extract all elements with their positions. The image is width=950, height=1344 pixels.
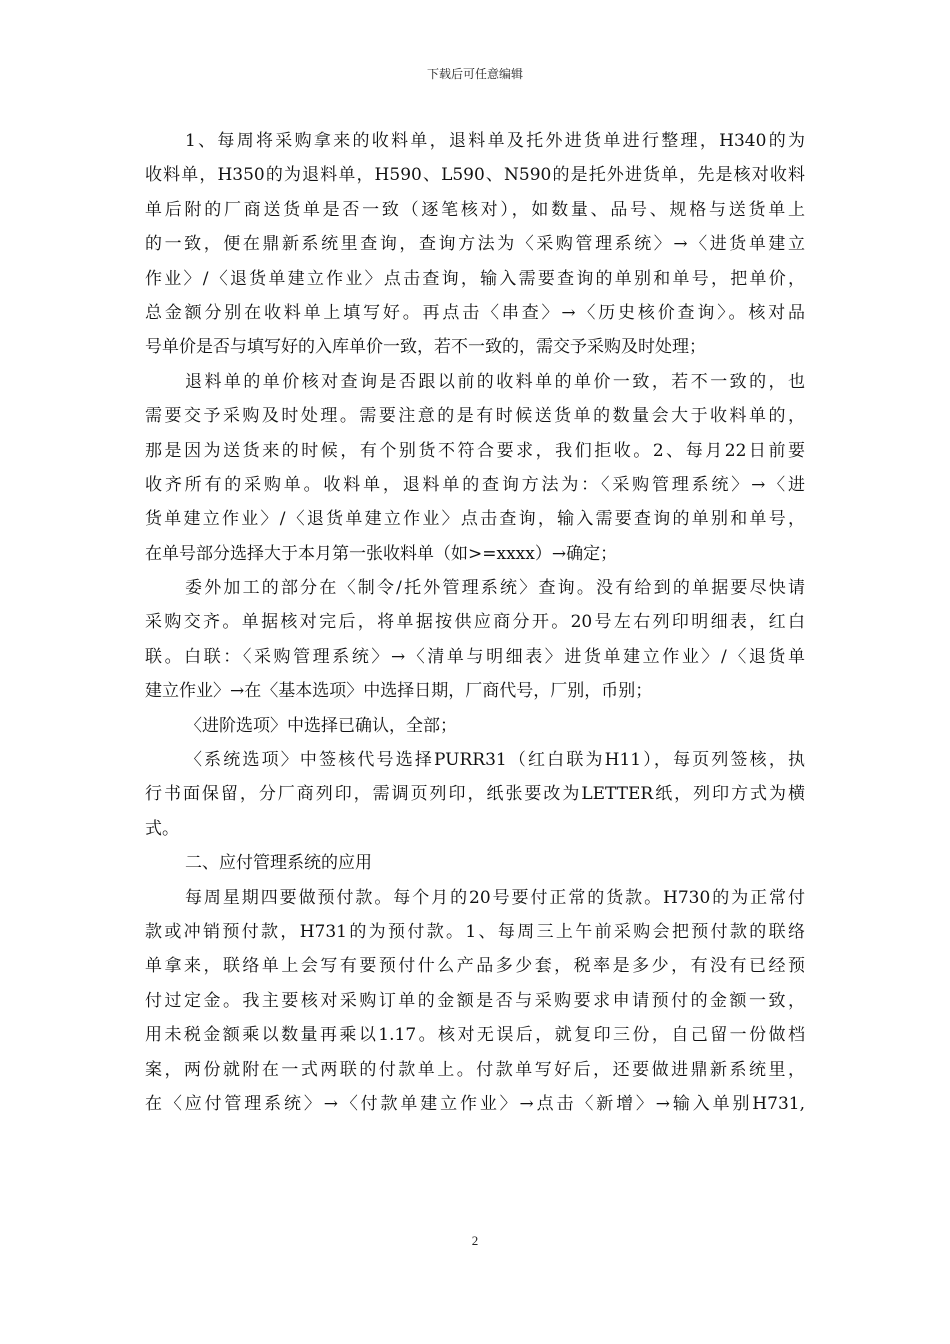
paragraph-line: 单拿来，联络单上会写有要预付什么产品多少套，税率是多少，有没有已经预	[145, 956, 805, 977]
paragraph-line: 收齐所有的采购单。收料单，退料单的查询方法为：〈采购管理系统〉→〈进	[145, 474, 805, 495]
paragraph-line: 在〈应付管理系统〉→〈付款单建立作业〉→点击〈新增〉→输入单别H731,	[145, 1093, 805, 1114]
document-body	[145, 124, 805, 1121]
paragraph-line: 货单建立作业〉/〈退货单建立作业〉点击查询，输入需要查询的单别和单号，	[145, 509, 805, 530]
paragraph-line: 联。白联：〈采购管理系统〉→〈清单与明细表〉进货单建立作业〉/〈退货单	[145, 646, 805, 667]
paragraph-line: 式。	[145, 818, 179, 839]
paragraph-line: 采购交齐。单据核对完后，将单据按供应商分开。20号左右列印明细表，红白	[145, 612, 805, 633]
paragraph-line: 退料单的单价核对查询是否跟以前的收料单的单价一致，若不一致的，也	[185, 371, 805, 392]
paragraph-line: 委外加工的部分在〈制令/托外管理系统〉查询。没有给到的单据要尽快请	[185, 578, 805, 599]
paragraph-line: 1、每周将采购拿来的收料单，退料单及托外进货单进行整理，H340的为	[185, 131, 805, 151]
paragraph-line: 那是因为送货来的时候，有个别货不符合要求，我们拒收。2、每月22日前要	[145, 440, 805, 461]
paragraph-line: 行书面保留，分厂商列印，需调页列印，纸张要改为LETTER纸，列印方式为横	[145, 784, 805, 805]
section-heading: 二、应付管理系统的应用	[185, 853, 372, 874]
paragraph-line: 款或冲销预付款，H731的为预付款。1、每周三上午前采购会把预付款的联络	[145, 921, 805, 942]
page-header: 下载后可任意编辑	[426, 67, 523, 81]
paragraph-line: 单后附的厂商送货单是否一致（逐笔核对），如数量、品号、规格与送货单上	[145, 199, 805, 220]
paragraph-line: 收料单，H350的为退料单，H590、L590、N590的是托外进货单，先是核对收料	[145, 165, 805, 186]
paragraph-line: 案，两份就附在一式两联的付款单上。付款单写好后，还要做进鼎新系统里，	[145, 1059, 805, 1080]
paragraph-line: 〈进阶选项〉中选择已确认，全部；	[185, 715, 457, 736]
paragraph-line: 每周星期四要做预付款。每个月的20号要付正常的货款。H730的为正常付	[185, 887, 805, 908]
page-number: 2	[471, 1233, 479, 1248]
paragraph-line: 作业〉/〈退货单建立作业〉点击查询，输入需要查询的单别和单号，把单价，	[145, 268, 805, 289]
paragraph-line: 付过定金。我主要核对采购订单的金额是否与采购要求申请预付的金额一致，	[145, 990, 805, 1011]
paragraph-line: 〈系统选项〉中签核代号选择PURR31（红白联为H11），每页列签核，执	[185, 750, 805, 771]
paragraph-line: 用未税金额乘以数量再乘以1.17。核对无误后，就复印三份，自己留一份做档	[145, 1025, 805, 1046]
paragraph-line: 在单号部分选择大于本月第一张收料单（如>=xxxx）→确定；	[145, 543, 618, 564]
paragraph-line: 总金额分别在收料单上填写好。再点击〈串查〉→〈历史核价查询〉。核对品	[145, 302, 805, 323]
paragraph-line: 建立作业〉→在〈基本选项〉中选择日期，厂商代号，厂别，币别；	[145, 681, 653, 702]
paragraph-line: 号单价是否与填写好的入库单价一致，若不一致的，需交予采购及时处理；	[145, 337, 706, 358]
paragraph-line: 的一致，便在鼎新系统里查询，查询方法为〈采购管理系统〉→〈进货单建立	[145, 234, 805, 255]
paragraph-line: 需要交予采购及时处理。需要注意的是有时候送货单的数量会大于收料单的，	[145, 406, 805, 427]
